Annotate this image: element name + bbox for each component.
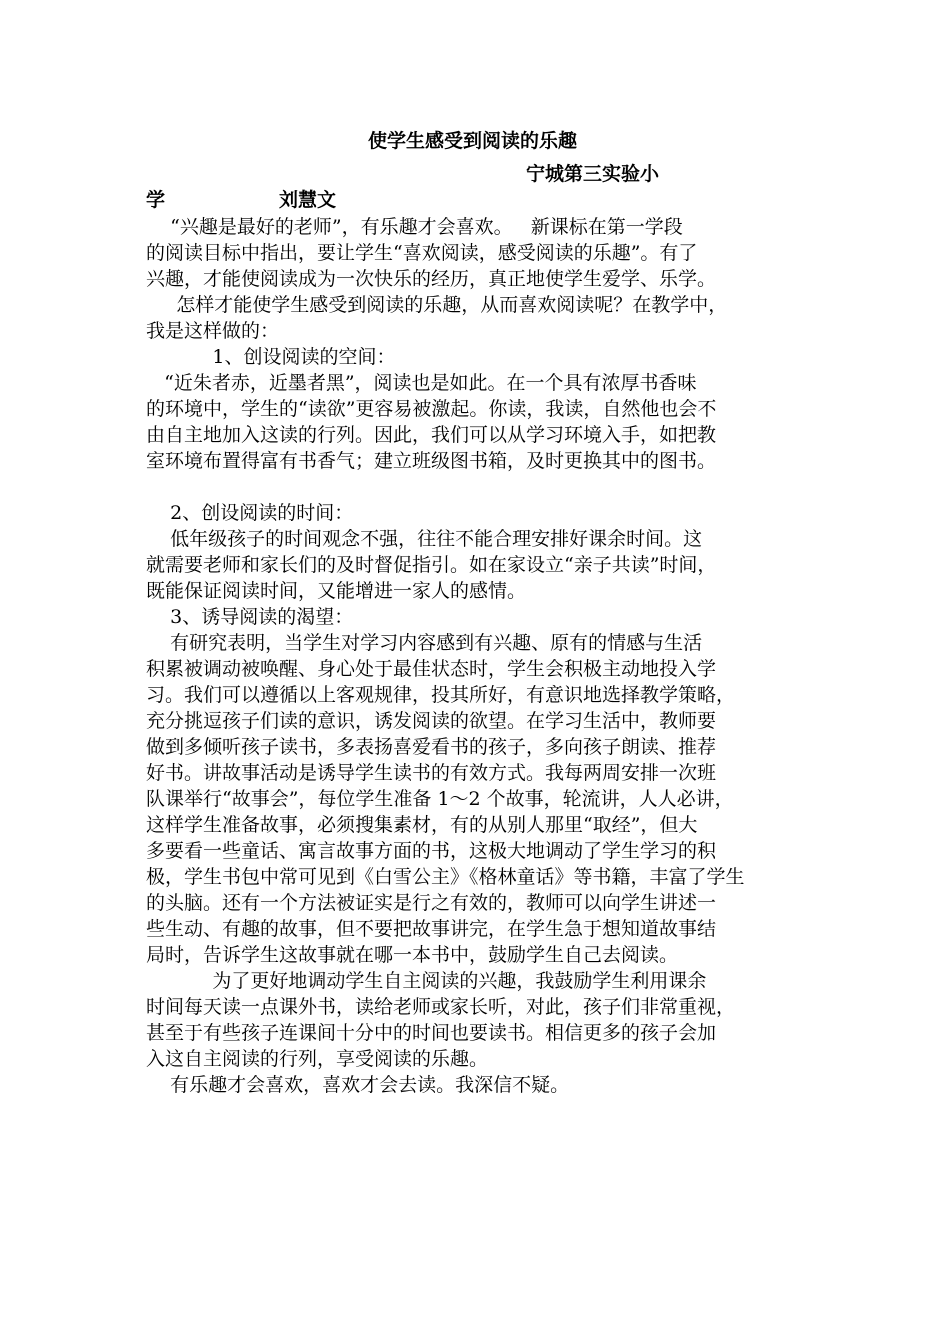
text-line: 的环境中，学生的“读欲”更容易被激起。你读，我读，自然他也会不 <box>146 398 717 420</box>
paragraph-conclusion <box>146 1072 826 1098</box>
text-line: 的阅读目标中指出，要让学生“喜欢阅读，感受阅读的乐趣”。有了 <box>146 242 698 264</box>
text-line: 既能保证阅读时间，又能增进一家人的感情。 <box>146 580 527 602</box>
text-line: 这样学生准备故事，必须搜集素材，有的从别人那里“取经”，但大 <box>146 814 698 836</box>
text-line: 积累被调动被唤醒、身心处于最佳状态时，学生会积极主动地投入学 <box>146 658 717 680</box>
document-title: 使学生感受到阅读的乐趣 <box>368 130 578 152</box>
school-name-tail: 学 <box>146 189 166 211</box>
text-line: 有乐趣才会喜欢，喜欢才会去读。我深信不疑。 <box>146 1074 570 1096</box>
text-line: 室环境布置得富有书香气；建立班级图书箱，及时更换其中的图书。 <box>146 450 717 472</box>
text-line: “兴趣是最好的老师”，有乐趣才会喜欢。 新课标在第一学段 <box>146 216 683 238</box>
text-line: 些生动、有趣的故事，但不要把故事讲完，在学生急于想知道故事结 <box>146 918 717 940</box>
text-line: 怎样才能使学生感受到阅读的乐趣，从而喜欢阅读呢？在教学中， <box>146 294 728 316</box>
text-line: 3、诱导阅读的渴望： <box>146 606 354 628</box>
text-line: 低年级孩子的时间观念不强，往往不能合理安排好课余时间。这 <box>146 528 703 550</box>
text-line: 充分挑逗孩子们读的意识，诱发阅读的欲望。在学习生活中，教师要 <box>146 710 717 732</box>
text-line: 习。我们可以遵循以上客观规律，投其所好，有意识地选择教学策略， <box>146 684 736 706</box>
blank-line <box>146 474 826 500</box>
text-line: 入这自主阅读的行列，享受阅读的乐趣。 <box>146 1048 489 1070</box>
text-line: 做到多倾听孩子读书，多表扬喜爱看书的孩子，多向孩子朗读、推荐 <box>146 736 717 758</box>
text-line: 甚至于有些孩子连课间十分中的时间也要读书。相信更多的孩子会加 <box>146 1022 717 1044</box>
text-line: 极，学生书包中常可见到《白雪公主》《格林童话》等书籍，丰富了学生 <box>146 866 745 888</box>
text-line: 我是这样做的： <box>146 320 280 342</box>
text-line: 为了更好地调动学生自主阅读的兴趣，我鼓励学生利用课余 <box>146 970 707 992</box>
text-line: 局时，告诉学生这故事就在哪一本书中，鼓励学生自己去阅读。 <box>146 944 679 966</box>
text-line: 好书。讲故事活动是诱导学生读书的有效方式。我每两周安排一次班 <box>146 762 717 784</box>
section-heading-3 <box>146 604 826 630</box>
section-heading-1 <box>146 344 826 370</box>
text-line: 的头脑。还有一个方法被证实是行之有效的，教师可以向学生讲述一 <box>146 892 717 914</box>
document-body <box>146 214 826 1098</box>
author-line <box>146 186 337 214</box>
text-line: 由自主地加入这读的行列。因此，我们可以从学习环境入手，如把教 <box>146 424 717 446</box>
text-line: 1、创设阅读的空间： <box>146 346 396 368</box>
text-line: 就需要老师和家长们的及时督促指引。如在家设立“亲子共读”时间， <box>146 554 717 576</box>
paragraph-time <box>146 526 826 604</box>
text-line: 兴趣，才能使阅读成为一次快乐的经历，真正地使学生爱学、乐学。 <box>146 268 717 290</box>
text-line: 多要看一些童话、寓言故事方面的书，这极大地调动了学生学习的积 <box>146 840 717 862</box>
text-line: 2、创设阅读的时间： <box>146 502 354 524</box>
text-line: 有研究表明，当学生对学习内容感到有兴趣、原有的情感与生活 <box>146 632 703 654</box>
paragraph-desire <box>146 630 826 968</box>
section-heading-2 <box>146 500 826 526</box>
paragraph-encourage <box>146 968 826 1072</box>
paragraph-intro <box>146 214 826 292</box>
text-line: “近朱者赤，近墨者黑”，阅读也是如此。在一个具有浓厚书香味 <box>146 372 697 394</box>
paragraph-question <box>146 292 826 344</box>
author-name: 刘慧文 <box>279 189 337 211</box>
paragraph-space <box>146 370 826 474</box>
text-line: 队课举行“故事会”，每位学生准备 1～2 个故事，轮流讲，人人必讲， <box>146 788 734 810</box>
school-line: 宁城第三实验小 <box>526 163 660 185</box>
text-line: 时间每天读一点课外书，读给老师或家长听，对此，孩子们非常重视， <box>146 996 736 1018</box>
